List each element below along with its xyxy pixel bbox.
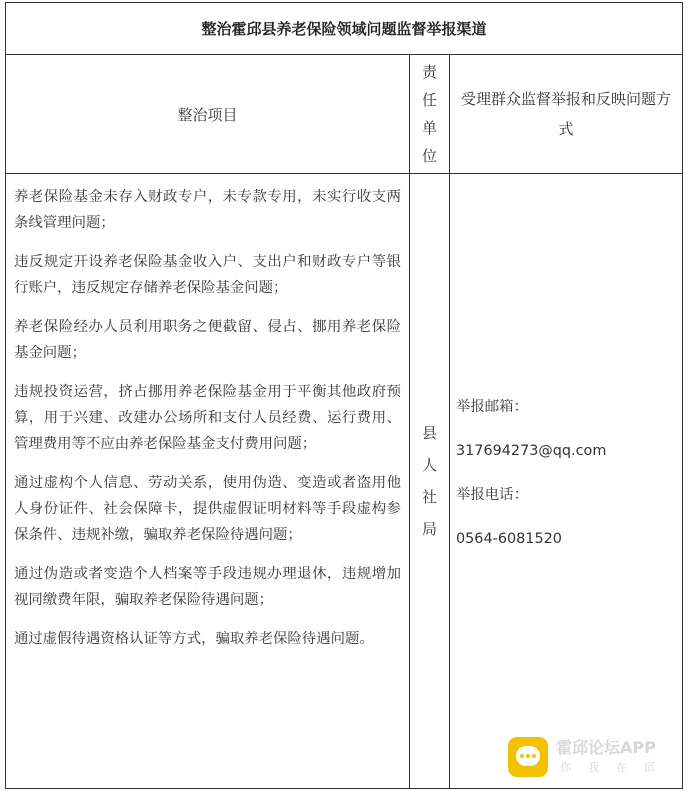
list-item: 违规投资运营，挤占挪用养老保险基金用于平衡其他政府预算，用于兴建、改建办公场所和支付人员经费、运行费用、管理费用等不应由养老保险基金支付费用问题； [14,384,401,452]
list-item: 违反规定开设养老保险基金收入户、支出户和财政专户等银行账户，违反规定存储养老保险基金问题； [14,254,401,296]
header-unit-char: 位 [421,147,437,165]
header-unit [410,55,450,174]
email-label: 举报邮箱： [456,399,528,415]
header-unit-char: 任 [421,91,437,109]
header-unit-char: 单 [421,119,437,137]
item-list [6,174,410,789]
phone-label: 举报电话： [456,487,528,503]
unit-char: 社 [421,488,437,506]
watermark-title: 霍邱论坛APP [556,738,656,757]
table-title: 整治霍邱县养老保险领域问题监督举报渠道 [6,3,683,55]
list-item: 养老保险经办人员利用职务之便截留、侵占、挪用养老保险基金问题； [14,319,401,361]
report-channel-table [5,2,683,789]
list-item: 通过虚构个人信息、劳动关系，使用伪造、变造或者盗用他人身份证件、社会保障卡，提供虚假证明材料等手段虚构参保条件、违规补缴，骗取养老保险待遇问题； [14,475,401,543]
responsible-unit [410,174,450,789]
watermark-subtitle: 你我在邱 [560,761,672,774]
email-address[interactable]: 317694273@qq.com [456,443,607,459]
chat-bubble-icon [508,737,548,777]
contact-info [450,174,683,789]
list-item: 养老保险基金未存入财政专户，未专款专用，未实行收支两条线管理问题； [14,189,401,231]
watermark [508,735,678,781]
list-item: 通过伪造或者变造个人档案等手段违规办理退休，违规增加视同缴费年限，骗取养老保险待遇问题； [14,566,401,608]
list-item: 通过虚假待遇资格认证等方式，骗取养老保险待遇问题。 [14,631,374,647]
unit-char: 县 [421,424,437,442]
unit-char: 人 [421,456,437,474]
phone-number[interactable]: 0564-6081520 [456,531,562,547]
header-unit-char: 责 [421,63,437,81]
header-item: 整治项目 [6,55,410,174]
header-report-method: 受理群众监督举报和反映问题方式 [450,55,683,174]
unit-char: 局 [421,520,437,538]
